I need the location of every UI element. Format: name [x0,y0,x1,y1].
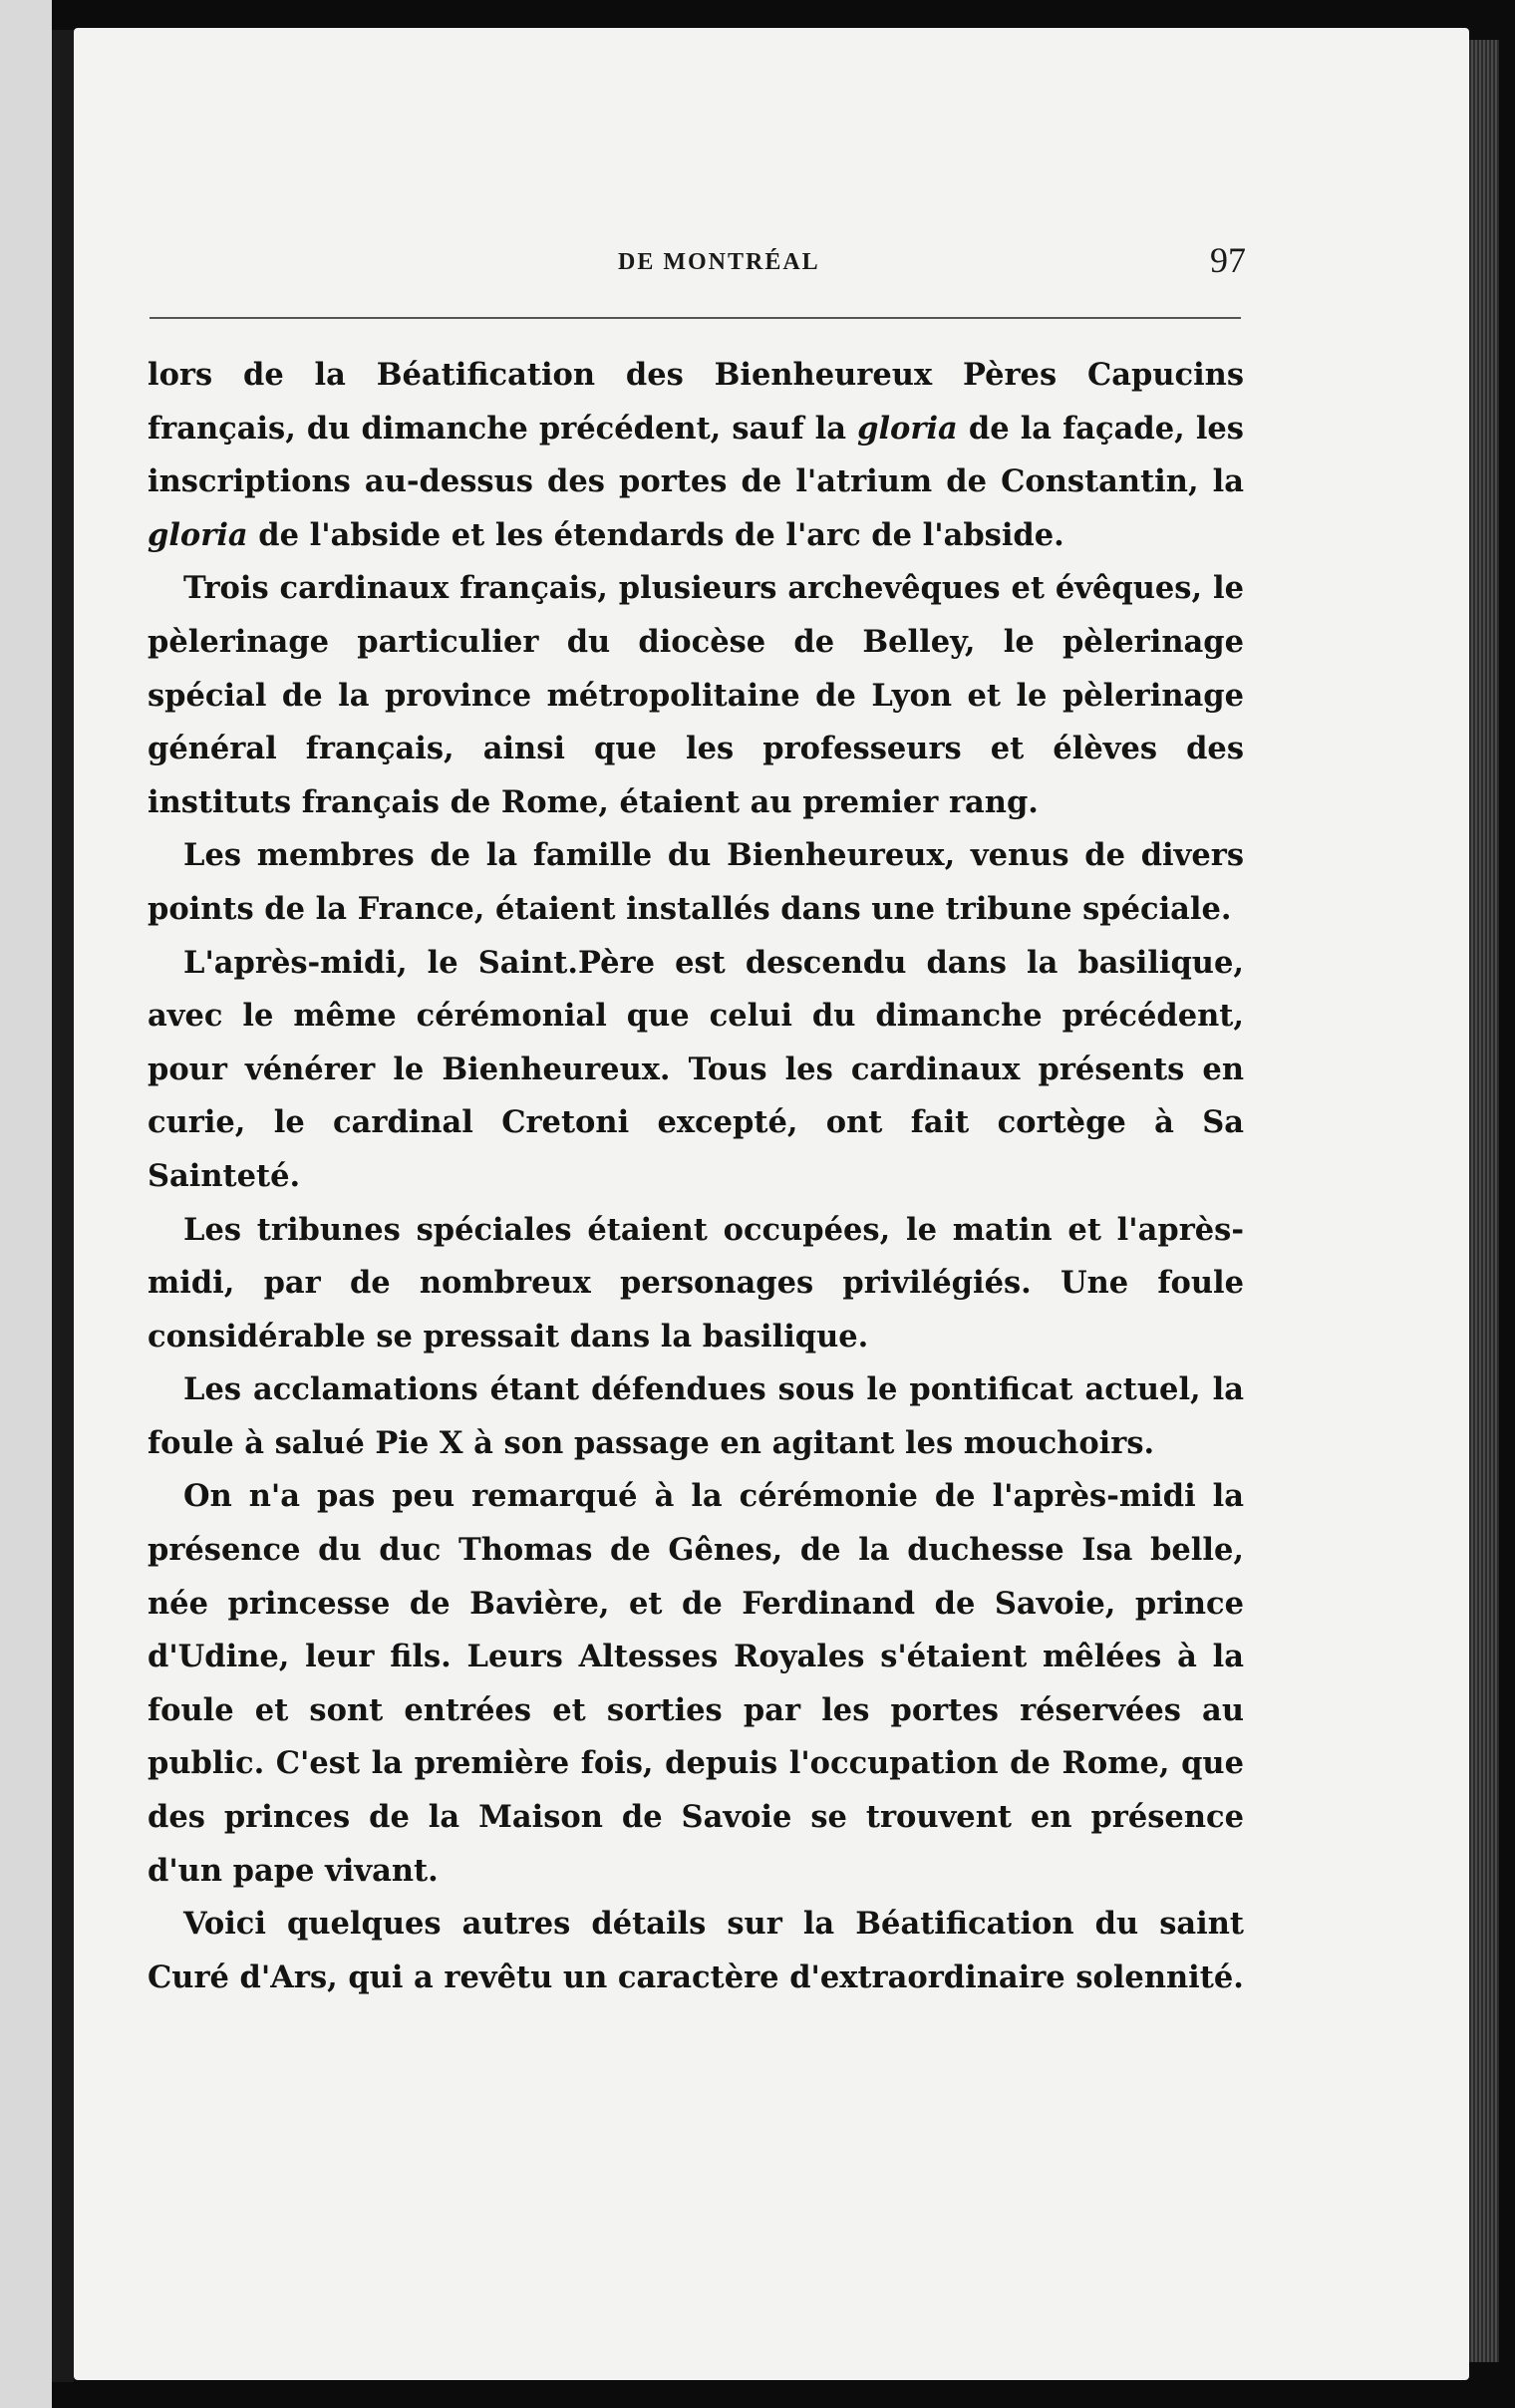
paragraph: Les tribunes spéciales étaient occupées, le matin et l'après-midi, par de nombreux personages privilégiés. Une foule considérable se pressait dans la basilique. [148,1211,1244,1354]
paragraph: Trois cardinaux français, plusieurs archevêques et évêques, le pèlerinage particulier du diocèse de Belley, le pèlerinage spécial de la province métropolitaine de Lyon et le pèlerinage général français, ainsi que les professeurs et élèves des instituts français de Rome, étaient au premier rang. [148,570,1244,820]
body-text [148,349,1244,2004]
running-title: DE MONTRÉAL [618,249,820,275]
paragraph: Les acclamations étant défendues sous le pontificat actuel, la foule à salué Pie X à son passage en agitant les mouchoirs. [148,1371,1244,1461]
header-rule [150,317,1241,319]
page-stack-edge [1469,40,1499,2362]
paragraph: lors de la Béatification des Bienheureux Pères Capucins français, du dimanche précédent, sauf la gloria de la façade, les inscriptions au-dessus des portes de l'atrium de Constantin, la gloria de l'abside et les étendards de l'arc de l'abside. [148,357,1244,553]
paragraph: On n'a pas peu remarqué à la cérémonie de l'après-midi la présence du duc Thomas de Gênes, de la duchesse Isa belle, née princesse de Bavière, et de Ferdinand de Savoie, prince d'Udine, leur fils. Leurs Altesses Royales s'étaient mêlées à la foule et sont entrées et sorties par les portes réservées au public. C'est la première fois, depuis l'occupation de Rome, que des princes de la Maison de Savoie se trouvent en présence d'un pape vivant. [148,1478,1244,1889]
page-number: 97 [1210,240,1246,280]
paragraph: Les membres de la famille du Bienheureux, venus de divers points de la France, étaient installés dans une tribune spéciale. [148,837,1244,927]
book-spine-shadow [52,30,74,2382]
running-head [150,239,1246,299]
paragraph: L'après-midi, le Saint.Père est descendu dans la basilique, avec le même cérémonial que celui du dimanche précédent, pour vénérer le Bienheureux. Tous les cardinaux présents en curie, le cardinal Cretoni excepté, ont fait cortège à Sa Sainteté. [148,944,1244,1194]
left-margin-edge [0,0,52,2408]
paragraph: Voici quelques autres détails sur la Béatification du saint Curé d'Ars, qui a revêtu un caractère d'extraordinaire solennité. [148,1906,1244,1995]
